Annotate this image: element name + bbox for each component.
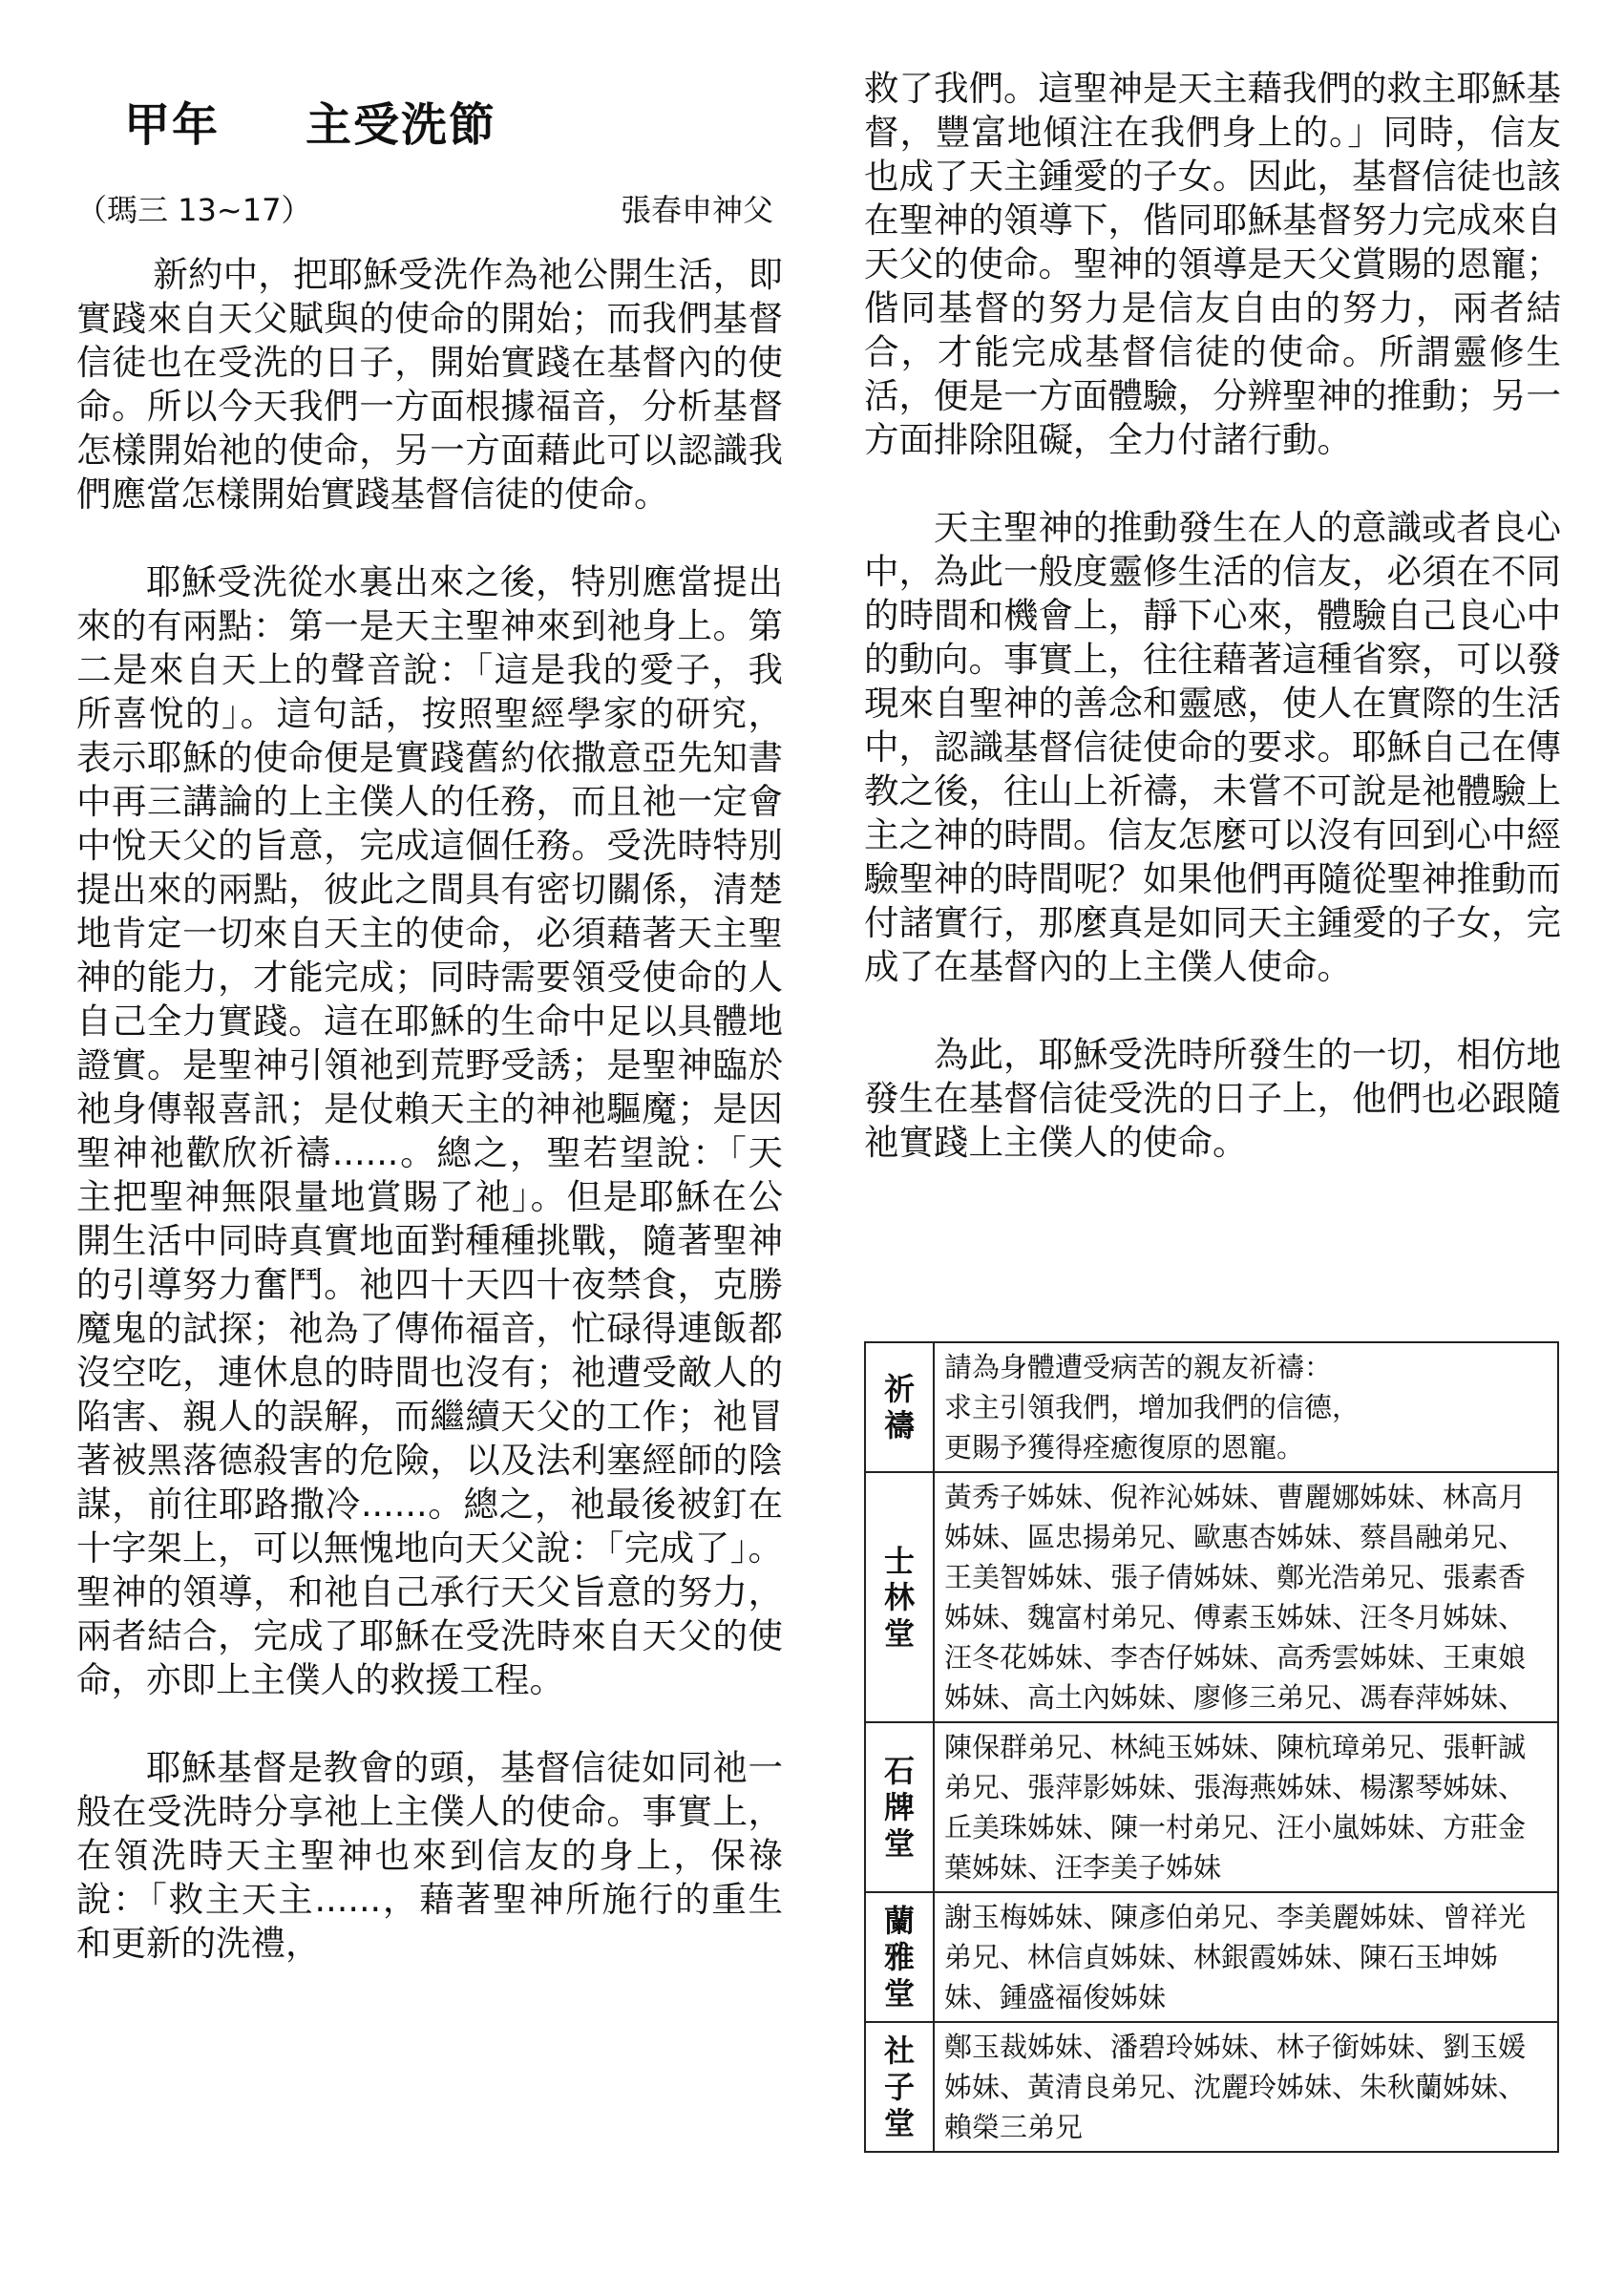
parish-name: 蘭 雅 堂 bbox=[865, 1892, 934, 2022]
right-body bbox=[864, 67, 1561, 1209]
paragraph: 救了我們。這聖神是天主藉我們的救主耶穌基督，豐富地傾注在我們身上的。」同時，信友也成了天主鍾愛的子女。因此，基督信徒也該在聖神的領導下，偕同耶穌基督努力完成來自天父的使命。聖神的領導是天父賞賜的恩寵；偕同基督的努力是信友自由的努力，兩者結合，才能完成基督信徒的使命。所謂靈修生活，便是一方面體驗，分辨聖神的推動；另一方面排除阻礙，全力付諸行動。 bbox=[864, 68, 1561, 460]
prayer-line: 更賜予獲得痊癒復原的恩寵。 bbox=[944, 1431, 1305, 1464]
prayer-heading: 祈 禱 bbox=[865, 1342, 934, 1472]
reference-line bbox=[76, 186, 773, 230]
parish-name: 石 牌 堂 bbox=[865, 1722, 934, 1892]
parish-members: 黃秀子姊妹、倪祚沁姊妹、曹麗娜姊妹、林高月姊妹、區忠揚弟兄、歐惠杏姊妹、蔡昌融弟兄、王美智姊妹、張子倩姊妹、鄭光浩弟兄、張素香姊妹、魏富村弟兄、傅素玉姊妹、汪冬月姊妹、汪冬花姊妹、李杏仔姊妹、高秀雲姊妹、王東娘姊妹、高土內姊妹、廖修三弟兄、馮春萍姊妹、 bbox=[934, 1472, 1558, 1722]
paragraph: 為此，耶穌受洗時所發生的一切，相仿地發生在基督信徒受洗的日子上，他們也必跟隨祂實踐上主僕人的使命。 bbox=[864, 1034, 1561, 1163]
parish-members: 陳保群弟兄、林純玉姊妹、陳杭璋弟兄、張軒誠弟兄、張萍影姊妹、張海燕姊妹、楊潔琴姊妹、丘美珠姊妹、陳一村弟兄、汪小嵐姊妹、方莊金葉姊妹、汪李美子姊妹 bbox=[934, 1722, 1558, 1892]
parish-name: 士 林 堂 bbox=[865, 1472, 934, 1722]
parish-row bbox=[865, 1892, 1558, 2022]
parish-name: 社 子 堂 bbox=[865, 2022, 934, 2152]
parish-row bbox=[865, 1472, 1558, 1722]
parish-row bbox=[865, 1722, 1558, 1892]
parish-members: 鄭玉裁姊妹、潘碧玲姊妹、林子銜姊妹、劉玉媛姊妹、黃清良弟兄、沈麗玲姊妹、朱秋蘭姊妹、賴榮三弟兄 bbox=[934, 2022, 1558, 2152]
prayer-row bbox=[865, 1342, 1558, 1472]
paragraph: 耶穌受洗從水裏出來之後，特別應當提出來的有兩點：第一是天主聖神來到祂身上。第二是來自天上的聲音說：「這是我的愛子，我所喜悅的」。這句話，按照聖經學家的研究，表示耶穌的使命便是實踐舊約依撒意亞先知書中再三講論的上主僕人的任務，而且祂一定會中悅天父的旨意，完成這個任務。受洗時特別提出來的兩點，彼此之間具有密切關係，清楚地肯定一切來自天主的使命，必須藉著天主聖神的能力，才能完成；同時需要領受使命的人自己全力實踐。這在耶穌的生命中足以具體地證實。是聖神引領祂到荒野受誘；是聖神臨於祂身傳報喜訊；是仗賴天主的神祂驅魔；是因聖神祂歡欣祈禱......。總之，聖若望說：「天主把聖神無限量地賞賜了祂」。但是耶穌在公開生活中同時真實地面對種種挑戰，隨著聖神的引導努力奮鬥。祂四十天四十夜禁食，克勝魔鬼的試探；祂為了傳佈福音，忙碌得連飯都沒空吃，連休息的時間也沒有；祂遭受敵人的陷害、親人的誤解，而繼續天父的工作；祂冒著被黑落德殺害的危險，以及法利塞經師的陰謀，前往耶路撒冷......。總之，祂最後被釘在十字架上，可以無愧地向天父說：「完成了」。聖神的領導，和祂自己承行天父旨意的努力，兩者結合，完成了耶穌在受洗時來自天父的使命，亦即上主僕人的救援工程。 bbox=[76, 561, 783, 1700]
title-feast: 主受洗節 bbox=[306, 98, 497, 152]
prayer-line: 求主引領我們，增加我們的信德， bbox=[944, 1391, 1360, 1423]
left-body bbox=[76, 253, 783, 2010]
prayer-text bbox=[934, 1342, 1558, 1472]
title-year: 甲年 bbox=[124, 98, 221, 152]
paragraph: 新約中，把耶穌受洗作為祂公開生活，即實踐來自天父賦與的使命的開始；而我們基督信徒也在受洗的日子，開始實踐在基督內的使命。所以今天我們一方面根據福音，分析基督怎樣開始祂的使命，另一方面藉此可以認識我們應當怎樣開始實踐基督信徒的使命。 bbox=[76, 254, 783, 515]
parish-members: 謝玉梅姊妹、陳彥伯弟兄、李美麗姊妹、曾祥光弟兄、林信貞姊妹、林銀霞姊妹、陳石玉坤姊妹、鍾盛福俊姊妹 bbox=[934, 1892, 1558, 2022]
prayer-line: 請為身體遭受病苦的親友祈禱： bbox=[944, 1351, 1333, 1383]
paragraph: 天主聖神的推動發生在人的意識或者良心中，為此一般度靈修生活的信友，必須在不同的時間和機會上，靜下心來，體驗自己良心中的動向。事實上，往往藉著這種省察，可以發現來自聖神的善念和靈感，使人在實際的生活中，認識基督信徒使命的要求。耶穌自己在傳教之後，往山上祈禱，未嘗不可說是祂體驗上主之神的時間。信友怎麼可以沒有回到心中經驗聖神的時間呢？如果他們再隨從聖神推動而付諸實行，那麼真是如同天主鍾愛的子女，完成了在基督內的上主僕人使命。 bbox=[864, 507, 1561, 987]
author-name: 張春申神父 bbox=[620, 192, 773, 228]
scripture-reference: （瑪三 13~17） bbox=[76, 192, 312, 228]
paragraph: 耶穌基督是教會的頭，基督信徒如同祂一般在受洗時分享祂上主僕人的使命。事實上，在領洗時天主聖神也來到信友的身上，保祿說：「救主天主......，藉著聖神所施行的重生和更新的洗禮， bbox=[76, 1747, 783, 1964]
parish-row bbox=[865, 2022, 1558, 2152]
page-title bbox=[124, 88, 659, 154]
prayer-table bbox=[864, 1341, 1559, 2153]
